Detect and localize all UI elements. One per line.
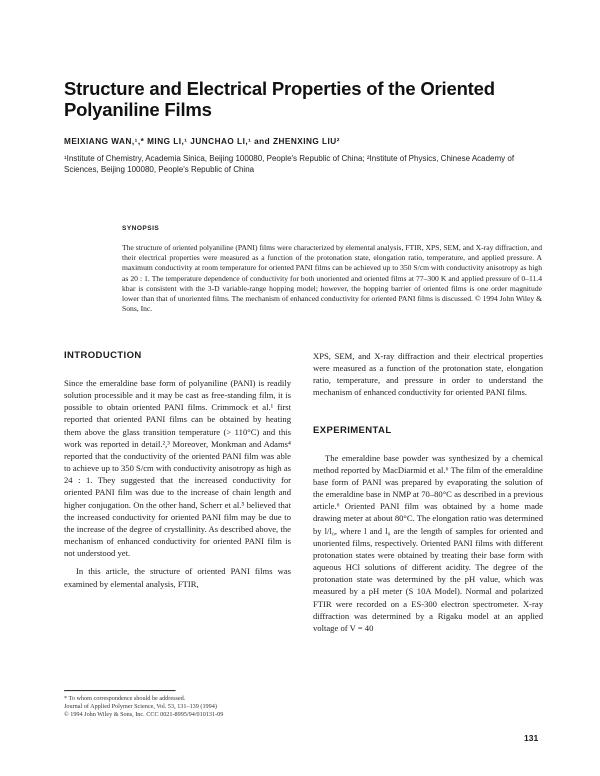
synopsis-text: The structure of oriented polyaniline (PANI) films were characterized by elemental analysis, FTIR, XPS, SEM, and X-ray diffraction, and their electrical properties were measured as a function of the protonation state, elongation ratio, temperature, and applied pressure. A maximum conductivity at room temperature for oriented PANI films can be achieved up to 350 S/cm with conductivity anisotropy as high as 20 : 1. The temperature dependence of conductivity for both unoriented and oriented films at 77–300 K and applied pressure of 0–11.4 kbar is consistent with the 3-D variable-range hopping model; however, the hopping barrier of oriented films is one order magnitude lower than that of unoriented films. The mechanism of enhanced conductivity for oriented PANI films is discussed. © 1994 John Wiley & Sons, Inc.	[122, 243, 542, 314]
right-column	[313, 350, 543, 634]
experimental-heading: EXPERIMENTAL	[313, 424, 392, 436]
introduction-continuation: XPS, SEM, and X-ray diffraction and their electrical properties were measured as a function of the protonation state, elongation ratio, temperature, and pressure in order to understand the mechanism of enhanced conductivity for oriented PANI films.	[313, 351, 543, 398]
synopsis-heading: SYNOPSIS	[122, 225, 160, 232]
footnote-block	[64, 690, 291, 719]
introduction-paragraph-1: Since the emeraldine base form of polyaniline (PANI) is readily solution processible and it may be cast as free-standing film, it is possible to obtain oriented PANI films. Crimmock et al.¹ first reported that oriented PANI films can be obtained by heating them above the glass transition temperature (> 110°C) and this work was reported in detail.²,³ Moreover, Monkman and Adams⁴ reported that the conductivity of the oriented PANI film was able to achieve up to 350 S/cm with conductivity anisotropy as high as 24 : 1. They suggested that the increased conductivity for oriented PANI film was due to the increase of chain length and higher conjugation. On the other hand, Scherr et al.⁵ believed that the increased conductivity for oriented PANI film may be due to the increase of the degree of crystallinity. As described above, the mechanism of enhanced conductivity for oriented PANI film is not understood yet.	[64, 378, 291, 559]
author-list: MEIXIANG WAN,¹,* MING LI,¹ JUNCHAO LI,¹ and ZHENXING LIU²	[64, 137, 340, 146]
article-title: Structure and Electrical Properties of the Oriented Polyaniline Films	[64, 78, 495, 120]
experimental-paragraph-1: The emeraldine base powder was synthesized by a chemical method reported by MacDiarmid et al.⁶ The film of the emeraldine base form of PANI was prepared by evaporating the solution of the emeraldine base in NMP at 70–80°C as described in a previous article.⁶ Oriented PANI film was obtained by a home made drawing meter at about 80°C. The elongation ratio was determined by l/l₀, where l and l₀ are the length of samples for oriented and unoriented films, respectively. Oriented PANI films with different protonation states were obtained by treating their base form with aqueous HCl solutions of different acidity. The degree of the protonation state was determined by the pH value, which was measured by a pH meter (S 10A Model). Normal and polarized FTIR were recorded on a ES-300 electron spectrometer. X-ray diffraction was determined by a Rigaku model at an applied voltage of V = 40	[313, 452, 543, 633]
page-number: 131	[524, 733, 539, 743]
journal-citation: Journal of Applied Polymer Science, Vol. 53, 131–139 (1994)	[64, 703, 217, 711]
footnote-rule	[64, 690, 176, 692]
left-column	[64, 350, 291, 590]
introduction-paragraph-2: In this article, the structure of oriented PANI films was examined by elemental analysis, FTIR,	[64, 566, 291, 589]
introduction-heading: INTRODUCTION	[64, 350, 142, 361]
copyright-line: © 1994 John Wiley & Sons, Inc. CCC 0021-8995/94/010131-09	[64, 711, 224, 719]
correspondence-note: * To whom correspondence should be addressed.	[64, 695, 186, 702]
author-affiliation: ¹Institute of Chemistry, Academia Sinica, Beijing 100080, People's Republic of China; ²Institute of Physics, Chinese Academy of Sciences, Beijing 100080, People's Republic of China	[64, 154, 515, 174]
